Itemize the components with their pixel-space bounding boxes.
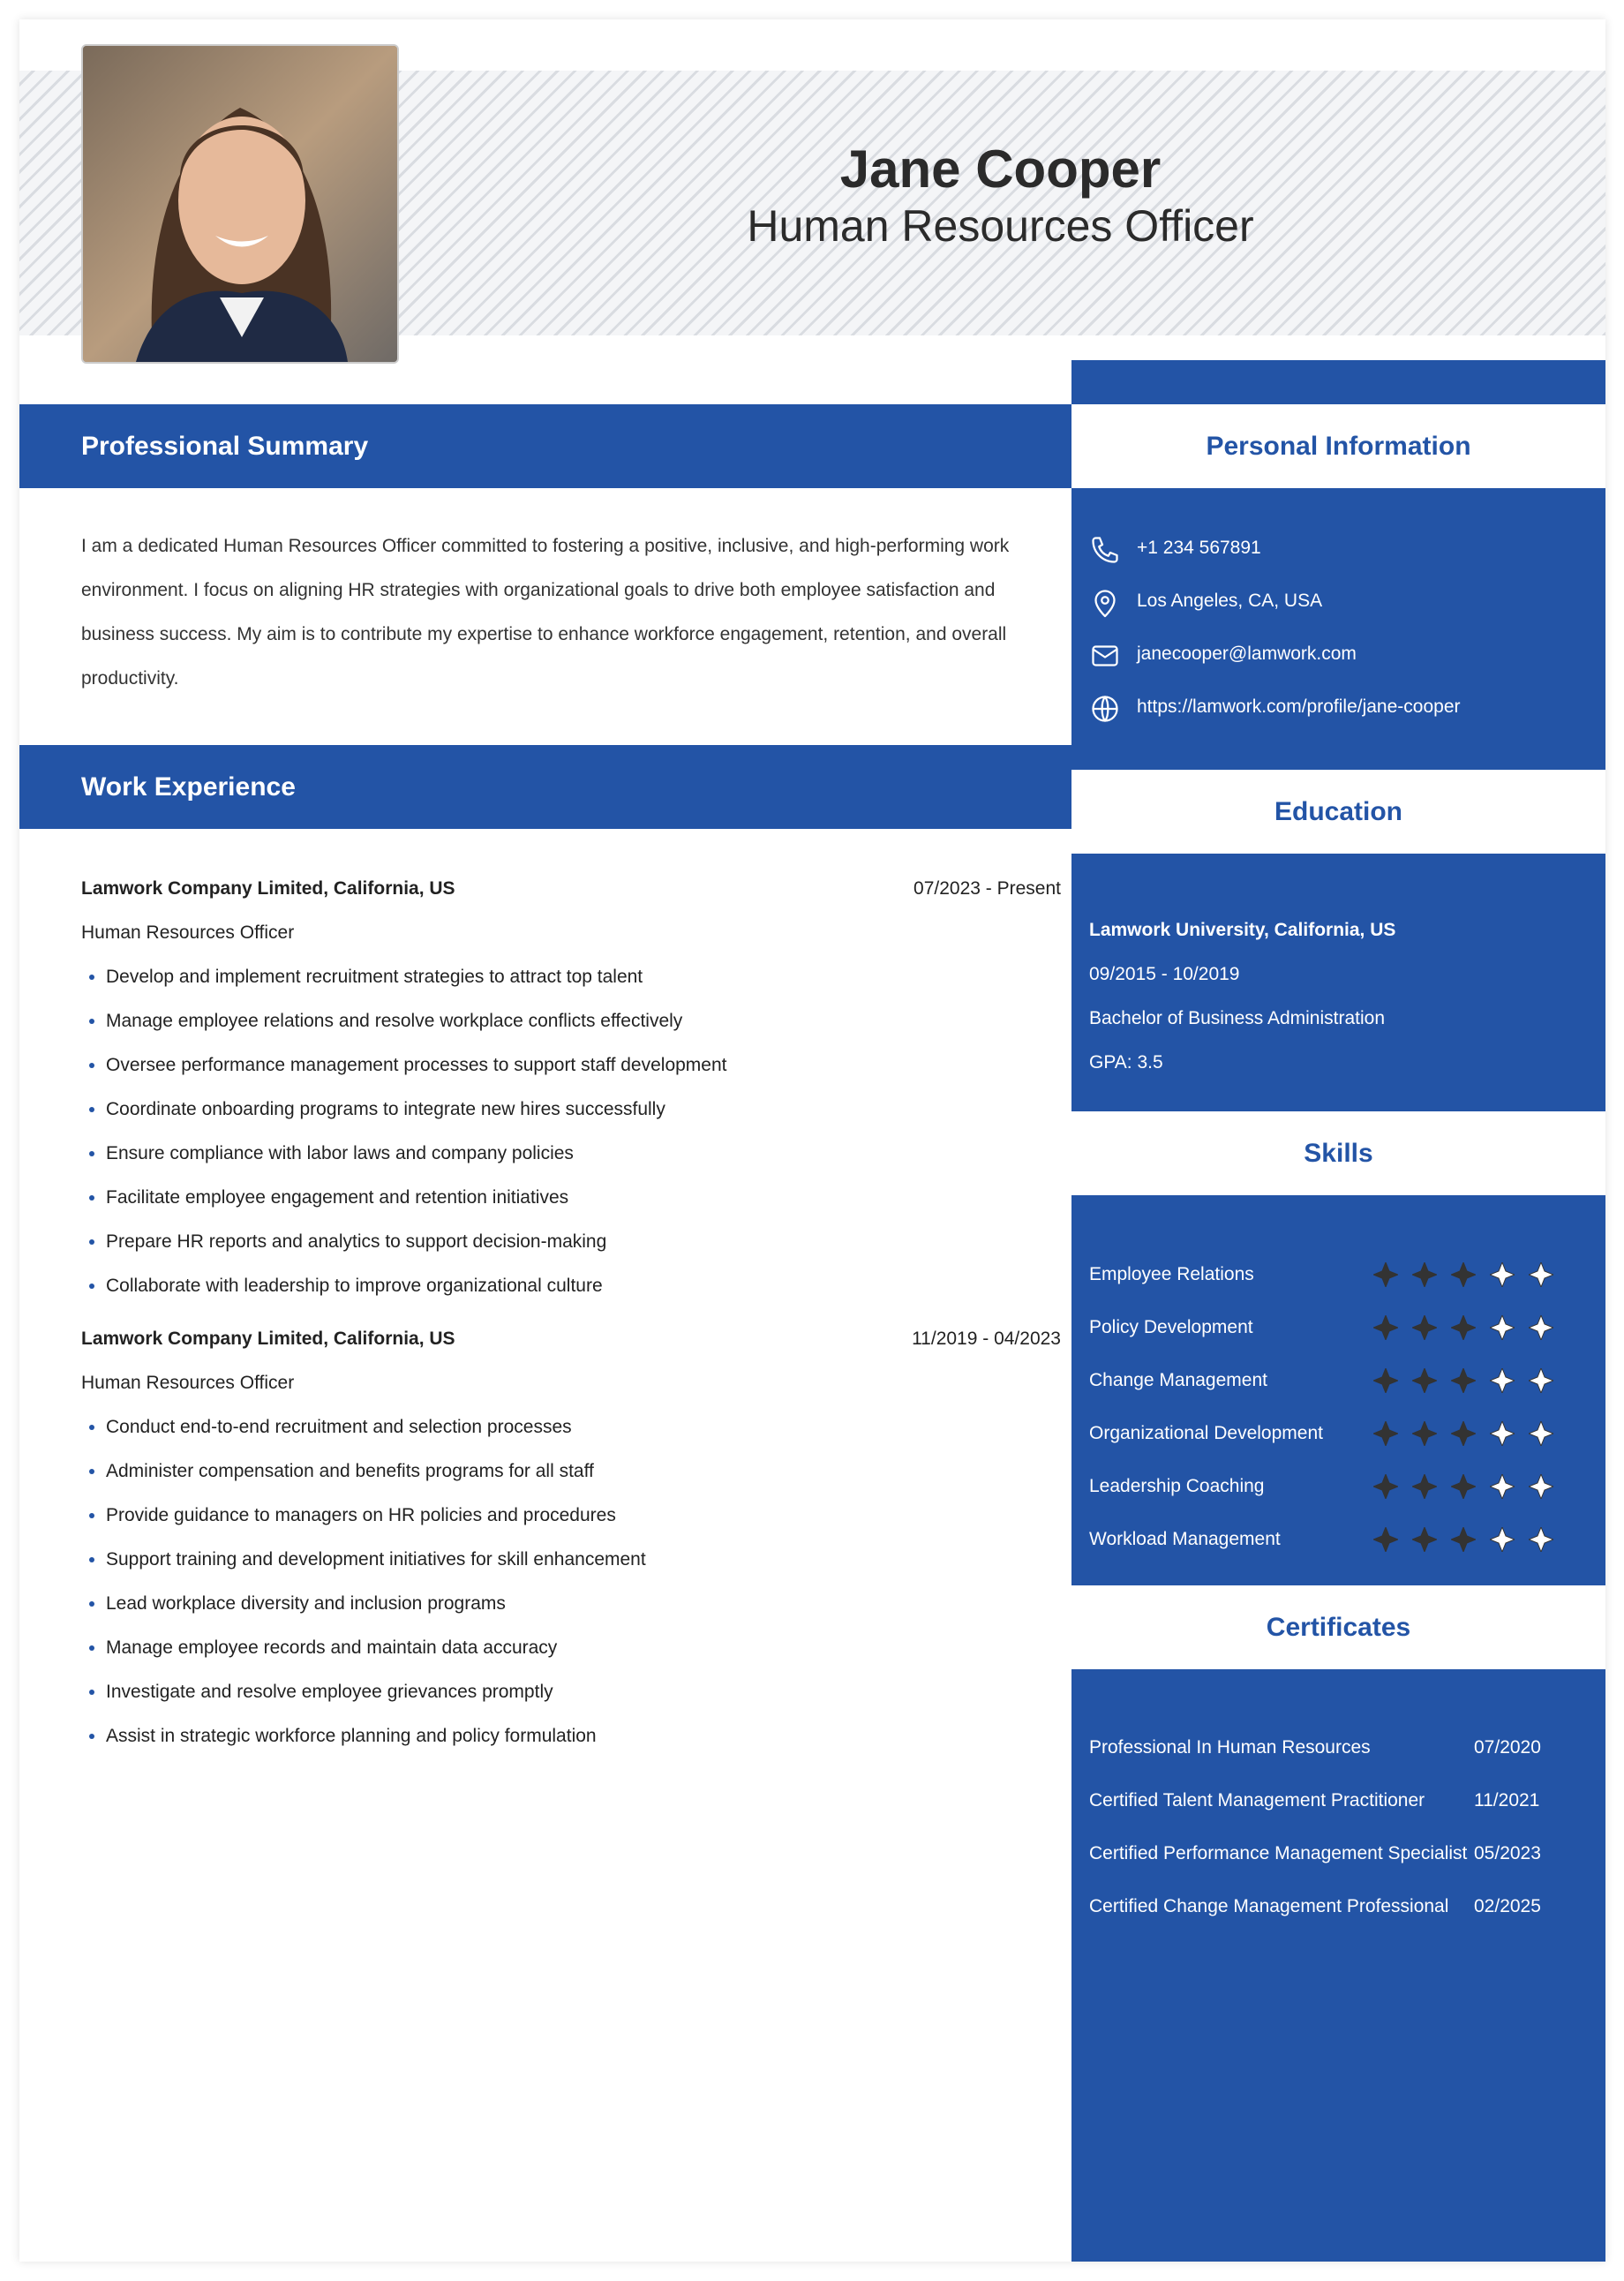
star-empty-icon xyxy=(1490,1527,1515,1552)
skill-name: Organizational Development xyxy=(1089,1423,1323,1443)
globe-icon xyxy=(1089,693,1121,725)
candidate-title: Human Resources Officer xyxy=(747,201,1254,251)
star-filled-icon xyxy=(1451,1421,1476,1446)
certificate-row xyxy=(1089,1880,1583,1933)
star-empty-icon xyxy=(1529,1474,1553,1499)
skill-row xyxy=(1089,1513,1583,1566)
job-date: 11/2019 - 04/2023 xyxy=(912,1329,1061,1349)
skill-row xyxy=(1089,1248,1583,1301)
skill-name: Leadership Coaching xyxy=(1089,1476,1265,1496)
certificate-row xyxy=(1089,1774,1583,1827)
job-bullet: • Manage employee records and maintain data accuracy xyxy=(106,1626,1061,1670)
job-bullet: • Facilitate employee engagement and retention initiatives xyxy=(106,1176,1061,1220)
job-bullet: • Assist in strategic workforce planning and policy formulation xyxy=(106,1714,1061,1758)
star-empty-icon xyxy=(1490,1474,1515,1499)
star-empty-icon xyxy=(1490,1262,1515,1287)
star-empty-icon xyxy=(1529,1315,1553,1340)
job-entry xyxy=(81,867,1061,1308)
skill-row xyxy=(1089,1460,1583,1513)
education-dates: 09/2015 - 10/2019 xyxy=(1089,964,1240,984)
job-bullet: • Conduct end-to-end recruitment and selection processes xyxy=(106,1405,1061,1449)
star-empty-icon xyxy=(1529,1527,1553,1552)
education-degree: Bachelor of Business Administration xyxy=(1089,1008,1386,1028)
education-heading: Education xyxy=(1071,770,1605,854)
certificate-date: 02/2025 xyxy=(1474,1896,1541,1916)
job-bullets xyxy=(81,955,1061,1308)
star-filled-icon xyxy=(1373,1368,1398,1393)
star-filled-icon xyxy=(1412,1315,1437,1340)
job-bullet: • Administer compensation and benefits programs for all staff xyxy=(106,1449,1061,1494)
skills-heading: Skills xyxy=(1071,1111,1605,1195)
star-filled-icon xyxy=(1412,1527,1437,1552)
certificate-row xyxy=(1089,1721,1583,1774)
education-school: Lamwork University, California, US xyxy=(1089,920,1396,940)
certificate-date: 11/2021 xyxy=(1474,1790,1540,1810)
star-empty-icon xyxy=(1529,1421,1553,1446)
star-filled-icon xyxy=(1451,1262,1476,1287)
skill-name: Policy Development xyxy=(1089,1317,1253,1337)
skill-name: Change Management xyxy=(1089,1370,1267,1390)
education-gpa: GPA: 3.5 xyxy=(1089,1052,1163,1073)
certificate-date: 07/2020 xyxy=(1474,1737,1541,1758)
job-bullet: • Investigate and resolve employee grievances promptly xyxy=(106,1670,1061,1714)
job-bullets xyxy=(81,1405,1061,1758)
star-filled-icon xyxy=(1412,1368,1437,1393)
star-filled-icon xyxy=(1373,1474,1398,1499)
job-bullet: • Prepare HR reports and analytics to support decision-making xyxy=(106,1220,1061,1264)
contact-location xyxy=(1089,575,1583,628)
job-company: Lamwork Company Limited, California, US xyxy=(81,878,455,899)
job-bullet: • Support training and development initiatives for skill enhancement xyxy=(106,1538,1061,1582)
star-filled-icon xyxy=(1373,1421,1398,1446)
skill-row xyxy=(1089,1354,1583,1407)
star-empty-icon xyxy=(1490,1421,1515,1446)
star-empty-icon xyxy=(1529,1368,1553,1393)
star-filled-icon xyxy=(1373,1527,1398,1552)
profile-photo xyxy=(81,44,399,364)
job-bullet: • Collaborate with leadership to improve organizational culture xyxy=(106,1264,1061,1308)
certificate-name: Certified Change Management Professional xyxy=(1089,1896,1449,1916)
certificate-date: 05/2023 xyxy=(1474,1843,1541,1863)
resume-page xyxy=(19,19,1605,2262)
skill-row xyxy=(1089,1407,1583,1460)
star-filled-icon xyxy=(1451,1474,1476,1499)
contact-text: Los Angeles, CA, USA xyxy=(1137,591,1323,611)
contact-text: +1 234 567891 xyxy=(1137,538,1261,558)
certificates-heading: Certificates xyxy=(1071,1585,1605,1669)
star-empty-icon xyxy=(1529,1262,1553,1287)
contact-phone xyxy=(1089,522,1583,575)
skill-row xyxy=(1089,1301,1583,1354)
certificate-name: Professional In Human Resources xyxy=(1089,1737,1371,1758)
star-filled-icon xyxy=(1373,1262,1398,1287)
job-bullet: • Oversee performance management processes to support staff development xyxy=(106,1043,1061,1088)
job-bullet: • Coordinate onboarding programs to integrate new hires successfully xyxy=(106,1088,1061,1132)
job-company: Lamwork Company Limited, California, US xyxy=(81,1329,455,1349)
certificate-row xyxy=(1089,1827,1583,1880)
education-entry xyxy=(1089,908,1395,1085)
candidate-name: Jane Cooper xyxy=(839,139,1162,199)
certificate-name: Certified Performance Management Specialist xyxy=(1089,1843,1468,1863)
job-date: 07/2023 - Present xyxy=(914,878,1061,899)
job-role: Human Resources Officer xyxy=(81,1373,295,1393)
star-filled-icon xyxy=(1412,1474,1437,1499)
skill-name: Workload Management xyxy=(1089,1529,1281,1549)
star-empty-icon xyxy=(1490,1315,1515,1340)
job-bullet: • Manage employee relations and resolve workplace conflicts effectively xyxy=(106,999,1061,1043)
job-bullet: • Lead workplace diversity and inclusion programs xyxy=(106,1582,1061,1626)
contact-website xyxy=(1089,681,1583,734)
location-icon xyxy=(1089,587,1121,619)
phone-icon xyxy=(1089,534,1121,566)
contact-email xyxy=(1089,628,1583,681)
personal-information-heading: Personal Information xyxy=(1071,404,1605,488)
star-filled-icon xyxy=(1373,1315,1398,1340)
contact-text: https://lamwork.com/profile/jane-cooper xyxy=(1137,696,1461,717)
job-bullet: • Provide guidance to managers on HR policies and procedures xyxy=(106,1494,1061,1538)
skill-rating xyxy=(1373,1527,1568,1580)
star-filled-icon xyxy=(1451,1315,1476,1340)
certificate-name: Certified Talent Management Practitioner xyxy=(1089,1790,1425,1810)
professional-summary-heading: Professional Summary xyxy=(19,404,1071,488)
star-empty-icon xyxy=(1490,1368,1515,1393)
work-experience-heading: Work Experience xyxy=(19,745,1071,829)
job-role: Human Resources Officer xyxy=(81,922,295,943)
job-bullet: • Develop and implement recruitment strategies to attract top talent xyxy=(106,955,1061,999)
mail-icon xyxy=(1089,640,1121,672)
star-filled-icon xyxy=(1451,1527,1476,1552)
star-filled-icon xyxy=(1412,1262,1437,1287)
contact-text: janecooper@lamwork.com xyxy=(1137,644,1357,664)
job-bullet: • Ensure compliance with labor laws and company policies xyxy=(106,1132,1061,1176)
skill-name: Employee Relations xyxy=(1089,1264,1254,1284)
summary-text: I am a dedicated Human Resources Officer committed to fostering a positive, inclusive, and high-performing work environment. I focus on aligning HR strategies with organizational goals to drive both employee satisfaction and business success. My aim is to contribute my expertise to enhance workforce engagement, retention, and overall productivity. xyxy=(81,536,1010,689)
star-filled-icon xyxy=(1412,1421,1437,1446)
job-entry xyxy=(81,1317,1061,1758)
star-filled-icon xyxy=(1451,1368,1476,1393)
